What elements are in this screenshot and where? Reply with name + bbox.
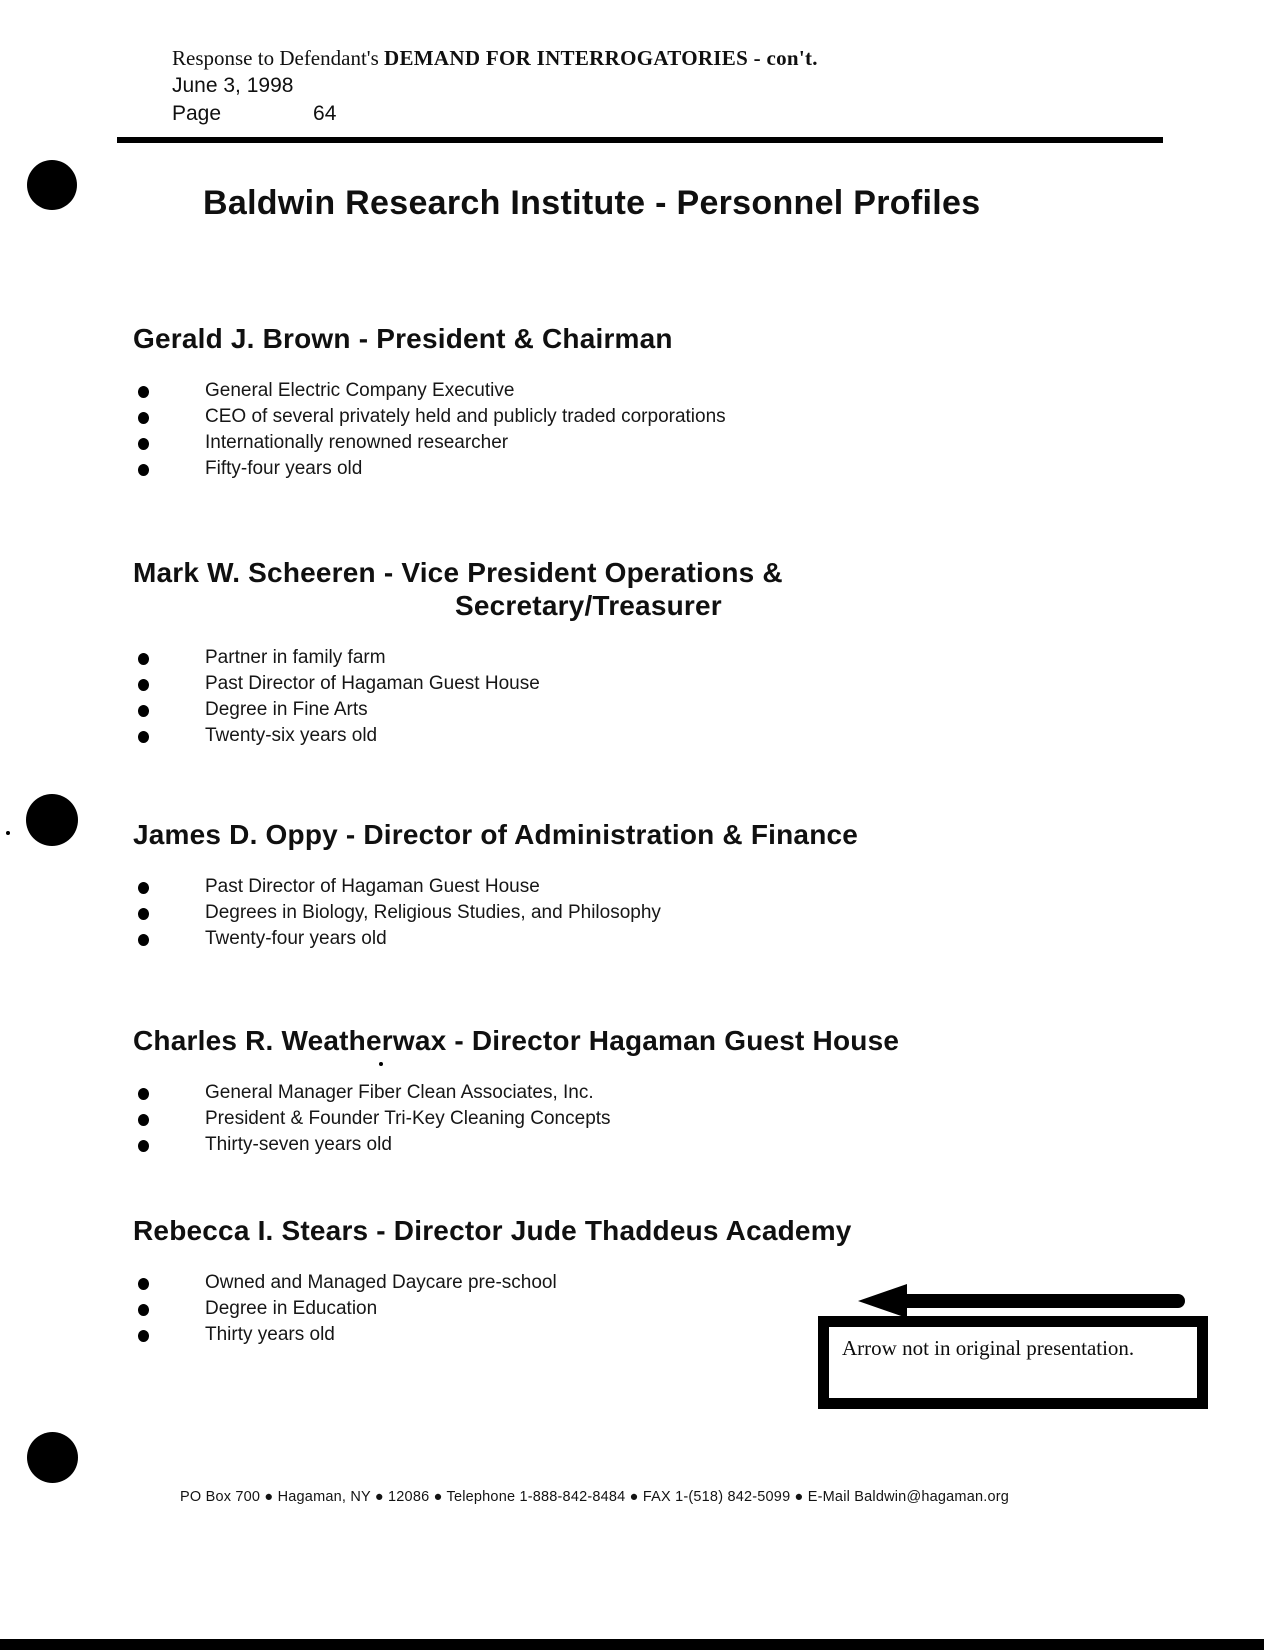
page-label: Page [172,102,222,125]
bullet-text: Fifty-four years old [205,458,363,479]
scan-edge-bar [0,1639,1264,1650]
bullet-item [133,456,1073,482]
bullet-item [133,645,1073,671]
bullet-list [133,1080,1073,1158]
bullet-text: Partner in family farm [205,647,386,668]
bullet-item [133,671,1073,697]
personnel-section [133,818,1073,952]
bullet-text: Twenty-six years old [205,725,378,746]
header-title-prefix: Response to Defendant's [172,46,384,70]
personnel-section [133,322,1073,482]
hole-punch-dot-middle [26,794,78,846]
page-title: Baldwin Research Institute - Personnel Profiles [203,184,981,222]
header-title-bold: DEMAND FOR INTERROGATORIES - con't. [384,46,818,70]
header-page-line [172,100,818,128]
section-heading [133,818,1073,851]
bullet-text: Owned and Managed Daycare pre-school [205,1272,557,1293]
header-date: June 3, 1998 [172,74,294,97]
bullet-text: Past Director of Hagaman Guest House [205,876,540,897]
personnel-section [133,556,1073,749]
page-number: 64 [313,102,337,125]
bullet-item [133,378,1073,404]
bullet-list [133,645,1073,749]
annotation-note-text: Arrow not in original presentation. [842,1336,1135,1360]
bullet-text: Degree in Fine Arts [205,699,368,720]
bullet-item [133,1132,1073,1158]
hole-punch-dot-top [27,160,77,210]
scan-speck [6,831,10,835]
arrow-tail [903,1294,1185,1308]
bullet-item [133,926,1073,952]
section-heading [133,1214,1073,1247]
bullet-text: Degrees in Biology, Religious Studies, and Philosophy [205,902,661,923]
bullet-item [133,1106,1073,1132]
bullet-text: General Manager Fiber Clean Associates, Inc. [205,1082,594,1103]
bullet-text: Internationally renowned researcher [205,432,509,453]
bullet-list [133,378,1073,482]
bullet-text: Past Director of Hagaman Guest House [205,673,540,694]
bullet-item [133,697,1073,723]
bullet-text: General Electric Company Executive [205,380,515,401]
section-heading-line2: Secretary/Treasurer [455,590,722,621]
bullet-item [133,723,1073,749]
section-heading-line1: Gerald J. Brown - President & Chairman [133,323,673,354]
bullet-text: Twenty-four years old [205,928,387,949]
section-heading [133,556,1073,622]
section-heading-line1: Rebecca I. Stears - Director Jude Thaddeus Academy [133,1215,852,1246]
personnel-section [133,1024,1073,1158]
section-heading [133,322,1073,355]
bullet-item [133,874,1073,900]
header-rule [117,137,1163,143]
bullet-text: Thirty-seven years old [205,1134,392,1155]
bullet-text: Degree in Education [205,1298,378,1319]
bullet-item [133,430,1073,456]
document-header [172,44,818,128]
bullet-text: Thirty years old [205,1324,335,1345]
annotation-note-box [818,1316,1208,1409]
bullet-item [133,404,1073,430]
section-heading [133,1024,1073,1057]
section-heading-line1: Charles R. Weatherwax - Director Hagaman Guest House [133,1025,900,1056]
bullet-item [133,900,1073,926]
hole-punch-dot-bottom [27,1432,78,1483]
bullet-list [133,874,1073,952]
bullet-item [133,1080,1073,1106]
section-heading-line1: James D. Oppy - Director of Administration & Finance [133,819,859,850]
document-footer: PO Box 700 ● Hagaman, NY ● 12086 ● Telephone 1-888-842-8484 ● FAX 1-(518) 842-5099 ● E-Mail Baldwin@hagaman.org [180,1489,1010,1505]
arrow-annotation [858,1284,1185,1318]
bullet-text: President & Founder Tri-Key Cleaning Concepts [205,1108,611,1129]
arrow-left-icon [858,1284,907,1318]
bullet-text: CEO of several privately held and publicly traded corporations [205,406,726,427]
header-title-line [172,44,818,72]
section-heading-line1: Mark W. Scheeren - Vice President Operations & [133,557,783,588]
